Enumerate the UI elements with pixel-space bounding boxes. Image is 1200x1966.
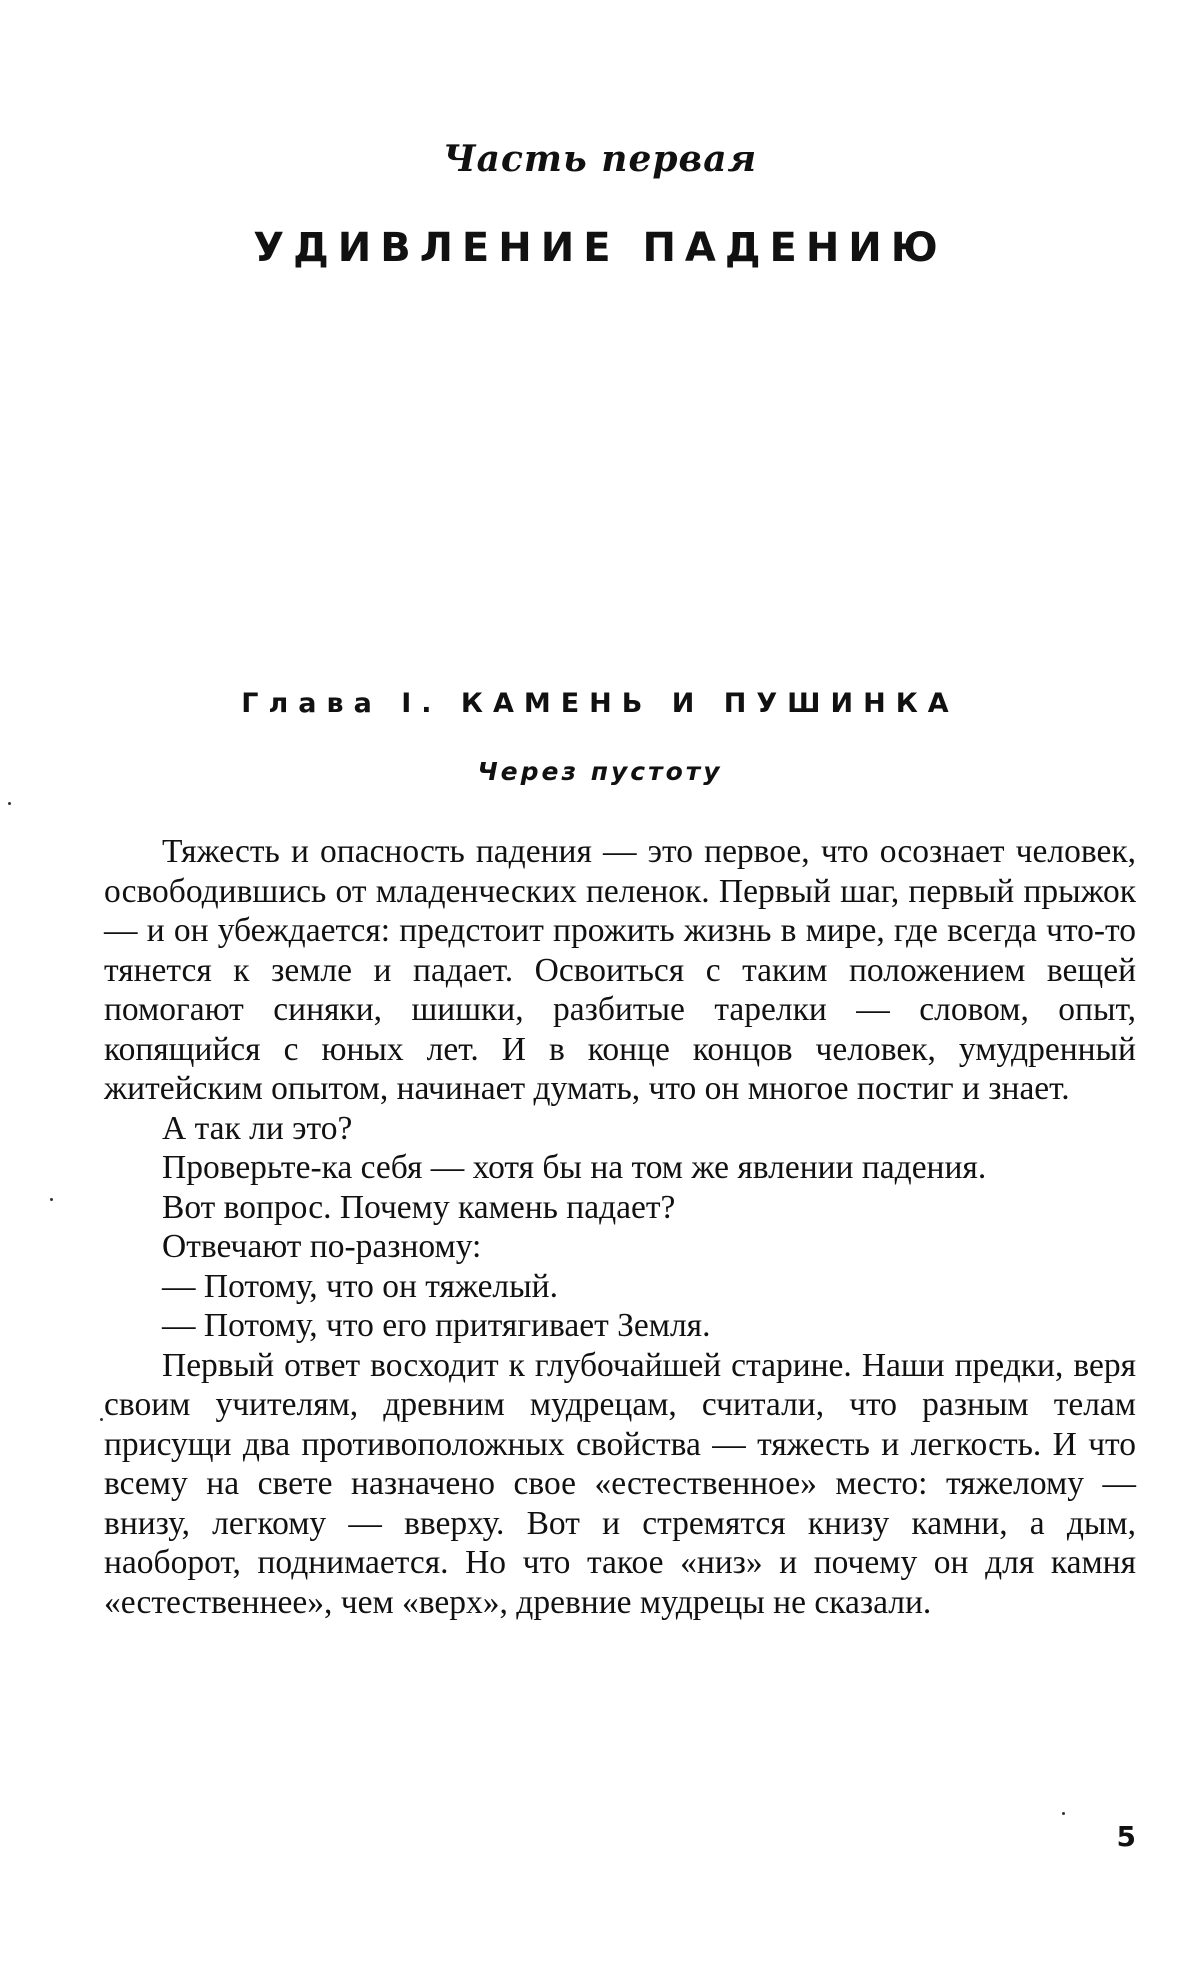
chapter-heading: Глава I. КАМЕНЬ И ПУШИНКА (241, 688, 959, 719)
paragraph: Первый ответ восходит к глубочайшей старине. Наши предки, веря своим учителям, древним мудрецам, считали, что разным телам присущи два противоположных свойства — тяжесть и легкость. И что всему на свете назначено свое «естественное» место: тяжелому — внизу, легкому — вверху. Вот и стремятся книзу камни, а дым, наоборот, поднимается. Но что такое «низ» и почему он для камня «естественнее», чем «верх», древние мудрецы не сказали. (104, 1346, 1136, 1621)
part-title: УДИВЛЕНИЕ ПАДЕНИЮ (253, 225, 947, 271)
scan-speck (100, 1418, 103, 1421)
body-text (104, 832, 1136, 1622)
paragraph: Проверьте-ка себя — хотя бы на том же явлении падения. (162, 1149, 987, 1186)
part-label: Часть первая (442, 138, 758, 180)
paragraph: Вот вопрос. Почему камень падает? (162, 1188, 676, 1226)
paragraph: — Потому, что его притягивает Земля. (162, 1307, 711, 1344)
paragraph: Тяжесть и опасность падения — это первое, что осознает человек, освободившись от младенческих пеленок. Первый шаг, первый прыжок — и он убеждается: предстоит прожить жизнь в мире, где всегда что-то тянется к земле и падает. Освоиться с таким положением вещей помогают синяки, шишки, разбитые тарелки — словом, опыт, копящийся с юных лет. И в конце концов человек, умудренный житейским опытом, начинает думать, что он многое постиг и знает. (104, 833, 1136, 1107)
scan-speck (1062, 1812, 1065, 1815)
paragraph: Отвечают по-разному: (162, 1228, 482, 1265)
page-number: 5 (1116, 1820, 1136, 1853)
scan-speck (8, 802, 11, 805)
section-heading: Через пустоту (477, 757, 723, 786)
paragraph: — Потому, что он тяжелый. (162, 1267, 558, 1305)
scan-speck (50, 1198, 53, 1201)
paragraph: А так ли это? (162, 1109, 353, 1147)
